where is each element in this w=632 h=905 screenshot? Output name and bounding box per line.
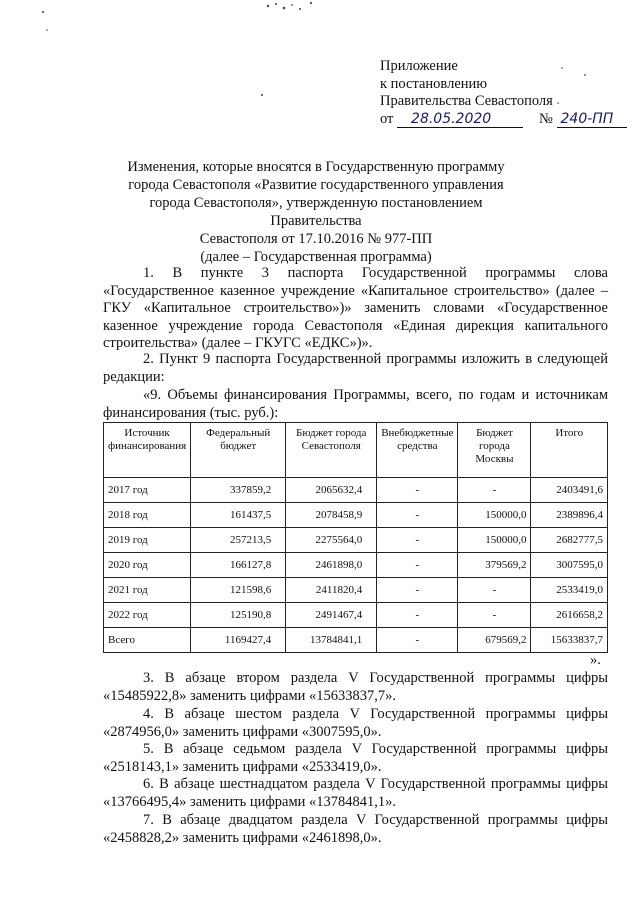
title-line-3: города Севастополя», утвержденную постановлением Правительства [149, 195, 483, 229]
column-header-total: Итого [531, 423, 608, 478]
cell-total: 3007595,0 [531, 553, 608, 578]
paragraph-5: 5. В абзаце седьмом раздела V Государственной программы цифры «2518143,1» заменить цифрами «2533419,0». [103, 741, 608, 775]
cell-total: 2533419,0 [531, 578, 608, 603]
date-prefix: от [380, 110, 394, 127]
number-field [557, 111, 627, 128]
table-row [104, 603, 608, 628]
approval-line-1: Приложение [380, 58, 458, 74]
row-label: 2021 год [104, 578, 191, 603]
cell-total: 15633837,7 [531, 628, 608, 653]
cell-federal: 125190,8 [191, 603, 286, 628]
title-line-1: Изменения, которые вносятся в Государственную программу [127, 159, 505, 175]
cell-total: 2403491,6 [531, 478, 608, 503]
cell-sevastopol: 2461898,0 [286, 553, 377, 578]
handwritten-number: 240-ПП [560, 110, 614, 127]
table-total-row [104, 628, 608, 653]
row-label: 2020 год [104, 553, 191, 578]
cell-federal: 337859,2 [191, 478, 286, 503]
financing-table [103, 422, 608, 653]
row-label: 2017 год [104, 478, 191, 503]
table-row [104, 578, 608, 603]
cell-moscow: - [458, 603, 531, 628]
row-label: 2019 год [104, 528, 191, 553]
cell-federal: 1169427,4 [191, 628, 286, 653]
column-header-extrabudget: Внебюджетные средства [377, 423, 458, 478]
cell-federal: 166127,8 [191, 553, 286, 578]
table-row [104, 503, 608, 528]
paragraph-7: 7. В абзаце двадцатом раздела V Государственной программы цифры «2458828,2» заменить цифрами «2461898,0». [103, 812, 608, 846]
approval-block [380, 58, 620, 128]
cell-moscow: - [458, 478, 531, 503]
cell-moscow: - [458, 578, 531, 603]
cell-federal: 121598,6 [191, 578, 286, 603]
column-header-source: Источник финансирования [104, 423, 191, 478]
paragraph-2: 2. Пункт 9 паспорта Государственной программы изложить в следующей редакции: [103, 351, 608, 385]
cell-extrabudget: - [377, 628, 458, 653]
cell-sevastopol: 2065632,4 [286, 478, 377, 503]
paragraph-4: 4. В абзаце шестом раздела V Государственной программы цифры «2874956,0» заменить цифрами «3007595,0». [103, 706, 608, 740]
document-title [110, 158, 522, 266]
cell-total: 2616658,2 [531, 603, 608, 628]
paragraph-1: 1. В пункте 3 паспорта Государственной программы слова «Государственное казенное учреждение «Капитальное строительство» (далее – ГКУ «Капитальное строительство»)» заменить словами «Государственное казенное учреждение города Севастополя «Единая дирекция капитального строительства» (далее – ГКУГС «ЕДКС»)». [103, 265, 608, 351]
table-row [104, 553, 608, 578]
approval-line-3: Правительства Севастополя [380, 93, 553, 109]
cell-sevastopol: 2078458,9 [286, 503, 377, 528]
cell-extrabudget: - [377, 578, 458, 603]
paragraph-3: 3. В абзаце втором раздела V Государственной программы цифры «15485922,8» заменить цифрами «15633837,7». [103, 670, 608, 704]
table-row [104, 478, 608, 503]
title-line-2: города Севастополя «Развитие государственного управления [128, 177, 504, 193]
cell-sevastopol: 2275564,0 [286, 528, 377, 553]
cell-extrabudget: - [377, 603, 458, 628]
cell-federal: 257213,5 [191, 528, 286, 553]
row-label: 2022 год [104, 603, 191, 628]
column-header-federal: Федеральный бюджет [191, 423, 286, 478]
handwritten-date: 28.05.2020 [411, 110, 492, 127]
date-field [397, 111, 523, 128]
column-header-moscow: Бюджет города Москвы [458, 423, 531, 478]
cell-sevastopol: 2491467,4 [286, 603, 377, 628]
approval-line-2: к постановлению [380, 75, 488, 92]
cell-moscow: 679569,2 [458, 628, 531, 653]
row-label: 2018 год [104, 503, 191, 528]
paragraph-6: 6. В абзаце шестнадцатом раздела V Государственной программы цифры «13766495,4» заменить цифрами «13784841,1». [103, 776, 608, 810]
cell-sevastopol: 2411820,4 [286, 578, 377, 603]
title-line-5: (далее – Государственная программа) [200, 249, 432, 265]
number-label: № [539, 110, 553, 127]
cell-total: 2682777,5 [531, 528, 608, 553]
cell-extrabudget: - [377, 503, 458, 528]
cell-moscow: 379569,2 [458, 553, 531, 578]
column-header-sevastopol: Бюджет города Севастополя [286, 423, 377, 478]
cell-sevastopol: 13784841,1 [286, 628, 377, 653]
cell-extrabudget: - [377, 528, 458, 553]
table-row [104, 528, 608, 553]
cell-total: 2389896,4 [531, 503, 608, 528]
approval-date-line [380, 111, 620, 129]
row-label: Всего [104, 628, 191, 653]
cell-moscow: 150000,0 [458, 528, 531, 553]
title-line-4: Севастополя от 17.10.2016 № 977-ПП [199, 231, 433, 247]
cell-moscow: 150000,0 [458, 503, 531, 528]
cell-extrabudget: - [377, 478, 458, 503]
cell-federal: 161437,5 [191, 503, 286, 528]
table-header-row [104, 423, 608, 478]
paragraph-item-9: «9. Объемы финансирования Программы, всего, по годам и источникам финансирования (тыс. руб.): [103, 387, 608, 421]
cell-extrabudget: - [377, 553, 458, 578]
closing-quote: ». [590, 652, 601, 668]
